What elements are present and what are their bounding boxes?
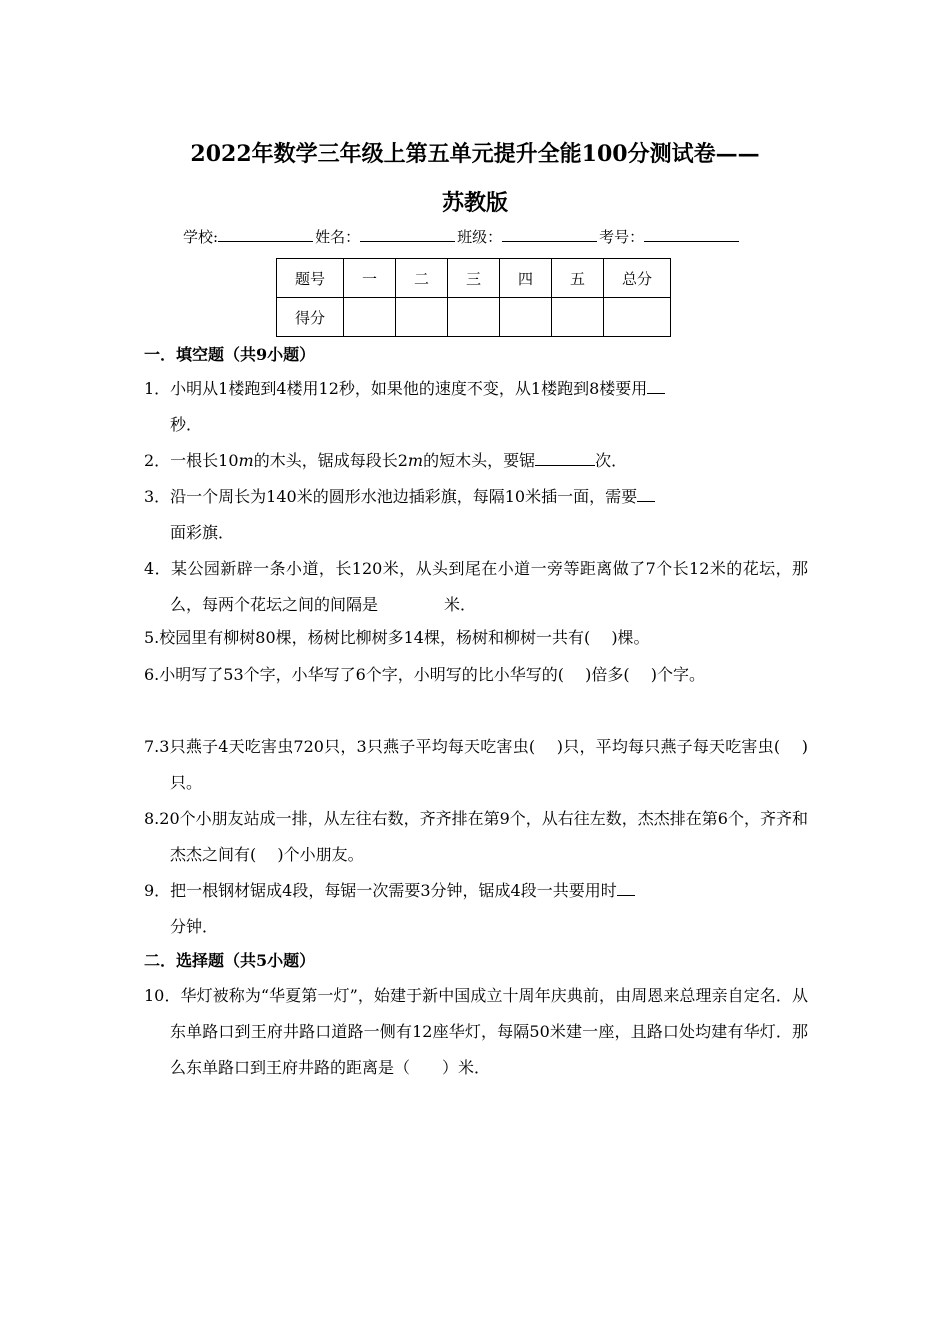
score-header-cell: 一 (344, 259, 396, 298)
name-field[interactable] (360, 227, 455, 242)
question-text: 1．小明从1楼跑到4楼用12秒，如果他的速度不变，从1楼跑到8楼要用 (144, 379, 648, 398)
question-text: 面彩旗． (170, 523, 235, 542)
question-4 (144, 551, 808, 623)
score-cell[interactable] (552, 298, 604, 337)
school-label: 学校: (183, 228, 219, 246)
section-heading-choice: 二．选择题（共5小题） (144, 951, 316, 970)
question-6 (144, 657, 808, 693)
exam-no-label: 考号： (599, 228, 645, 246)
question-2 (144, 443, 808, 479)
score-header-cell: 三 (448, 259, 500, 298)
question-text: 米． (444, 595, 477, 614)
question-text: 6.小明写了53个字，小华写了6个字，小明写的比小华写的( )倍多( )个字。 (144, 665, 705, 684)
section-heading-fill-in: 一．填空题（共9小题） (144, 345, 316, 364)
score-cell[interactable] (604, 298, 671, 337)
score-header-cell: 四 (500, 259, 552, 298)
exam-no-field[interactable] (644, 227, 739, 242)
answer-blank[interactable] (637, 483, 655, 502)
page-title: 2022年数学三年级上第五单元提升全能100分测试卷—— (190, 141, 760, 167)
score-row-label: 得分 (277, 298, 344, 337)
unit-m: m (407, 451, 424, 470)
question-1 (144, 371, 808, 443)
question-text: 7.3只燕子4天吃害虫720只，3只燕子平均每天吃害虫( )只，平均每只燕子每天吃害虫( )只。 (144, 737, 808, 792)
question-8 (144, 801, 808, 873)
question-10 (144, 978, 808, 1086)
score-cell[interactable] (344, 298, 396, 337)
score-table-score-row (277, 298, 671, 337)
question-text: 9．把一根钢材锯成4段，每锯一次需要3分钟，锯成4段一共要用时 (144, 881, 617, 900)
score-cell[interactable] (396, 298, 448, 337)
question-7 (144, 729, 808, 801)
answer-blank[interactable] (617, 877, 635, 896)
question-text: 8.20个小朋友站成一排，从左往右数，齐齐排在第9个，从右往左数，杰杰排在第6个，齐齐和杰杰之间有( )个小朋友。 (144, 809, 808, 864)
question-text: 分钟． (170, 917, 219, 936)
answer-blank[interactable] (535, 447, 595, 466)
question-text: 4．某公园新辟一条小道，长120米，从头到尾在小道一旁等距离做了7个长12米的花坛，那么，每两个花坛之间的间隔是 (144, 559, 808, 614)
score-header-cell: 题号 (277, 259, 344, 298)
question-text: 秒． (170, 415, 203, 434)
answer-blank[interactable] (647, 375, 665, 394)
score-header-cell: 总分 (604, 259, 671, 298)
score-cell[interactable] (500, 298, 552, 337)
unit-m: m (238, 451, 254, 470)
question-text: 次． (595, 451, 628, 470)
name-label: 姓名： (315, 228, 361, 246)
question-text: 2．一根长10 (144, 451, 239, 470)
class-field[interactable] (502, 227, 597, 242)
question-text: 的木头，锯成每段长2 (253, 451, 408, 470)
student-info-line (183, 226, 739, 247)
score-header-cell: 五 (552, 259, 604, 298)
question-3 (144, 479, 808, 551)
class-label: 班级： (457, 228, 503, 246)
school-field[interactable] (218, 227, 313, 242)
score-cell[interactable] (448, 298, 500, 337)
question-text: 的短木头，要锯 (423, 451, 536, 470)
score-header-cell: 二 (396, 259, 448, 298)
question-5 (144, 620, 808, 656)
question-9 (144, 873, 808, 945)
question-text: 5.校园里有柳树80棵，杨树比柳树多14棵，杨树和柳树一共有( )棵。 (144, 628, 650, 647)
score-table (276, 258, 671, 337)
score-table-header-row (277, 259, 671, 298)
question-text: 10．华灯被称为“华夏第一灯”，始建于新中国成立十周年庆典前，由周恩来总理亲自定名．从东单路口到王府井路口道路一侧有12座华灯，每隔50米建一座，且路口处均建有华灯．那么东单路口到王府井路的距离是（ ）米． (144, 986, 808, 1077)
page-subtitle: 苏教版 (441, 190, 508, 216)
question-text: 3．沿一个周长为140米的圆形水池边插彩旗，每隔10米插一面，需要 (144, 487, 638, 506)
